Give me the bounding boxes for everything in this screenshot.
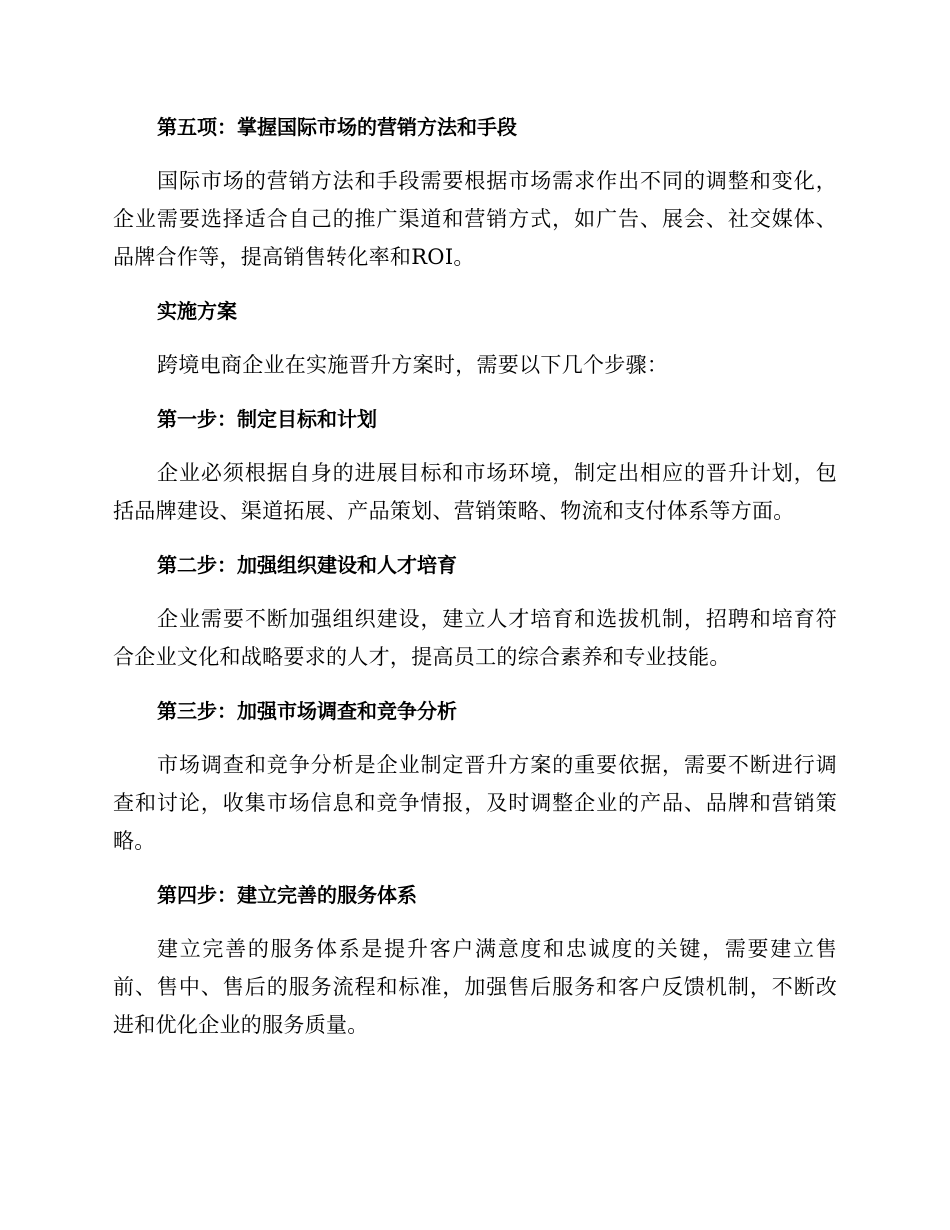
section-heading-step-two: 第二步：加强组织建设和人才培育: [157, 553, 457, 577]
section-heading-step-one: 第一步：制定目标和计划: [157, 407, 377, 431]
document-body: [113, 108, 837, 1044]
section-paragraph-step-two: 企业需要不断加强组织建设，建立人才培育和选拔机制，招聘和培育符合企业文化和战略要求的人才，提高员工的综合素养和专业技能。: [113, 607, 837, 669]
section-paragraph-step-one: 企业必须根据自身的进展目标和市场环境，制定出相应的晋升计划，包括品牌建设、渠道拓展、产品策划、营销策略、物流和支付体系等方面。: [113, 461, 837, 523]
section-paragraph-step-three: 市场调查和竞争分析是企业制定晋升方案的重要依据，需要不断进行调查和讨论，收集市场信息和竞争情报，及时调整企业的产品、品牌和营销策略。: [113, 753, 837, 853]
section-heading-step-four: 第四步：建立完善的服务体系: [157, 883, 417, 907]
section-paragraph-implementation-plan: 跨境电商企业在实施晋升方案时，需要以下几个步骤：: [157, 353, 669, 377]
section-heading-implementation-plan: 实施方案: [157, 299, 237, 323]
section-paragraph-step-four: 建立完善的服务体系是提升客户满意度和忠诚度的关键，需要建立售前、售中、售后的服务流程和标准，加强售后服务和客户反馈机制，不断改进和优化企业的服务质量。: [113, 937, 837, 1037]
section-heading-step-three: 第三步：加强市场调查和竞争分析: [157, 699, 457, 723]
section-heading-marketing-methods: 第五项：掌握国际市场的营销方法和手段: [157, 115, 517, 139]
section-paragraph-marketing-methods: 国际市场的营销方法和手段需要根据市场需求作出不同的调整和变化，企业需要选择适合自己的推广渠道和营销方式，如广告、展会、社交媒体、品牌合作等，提高销售转化率和ROI。: [113, 169, 837, 269]
